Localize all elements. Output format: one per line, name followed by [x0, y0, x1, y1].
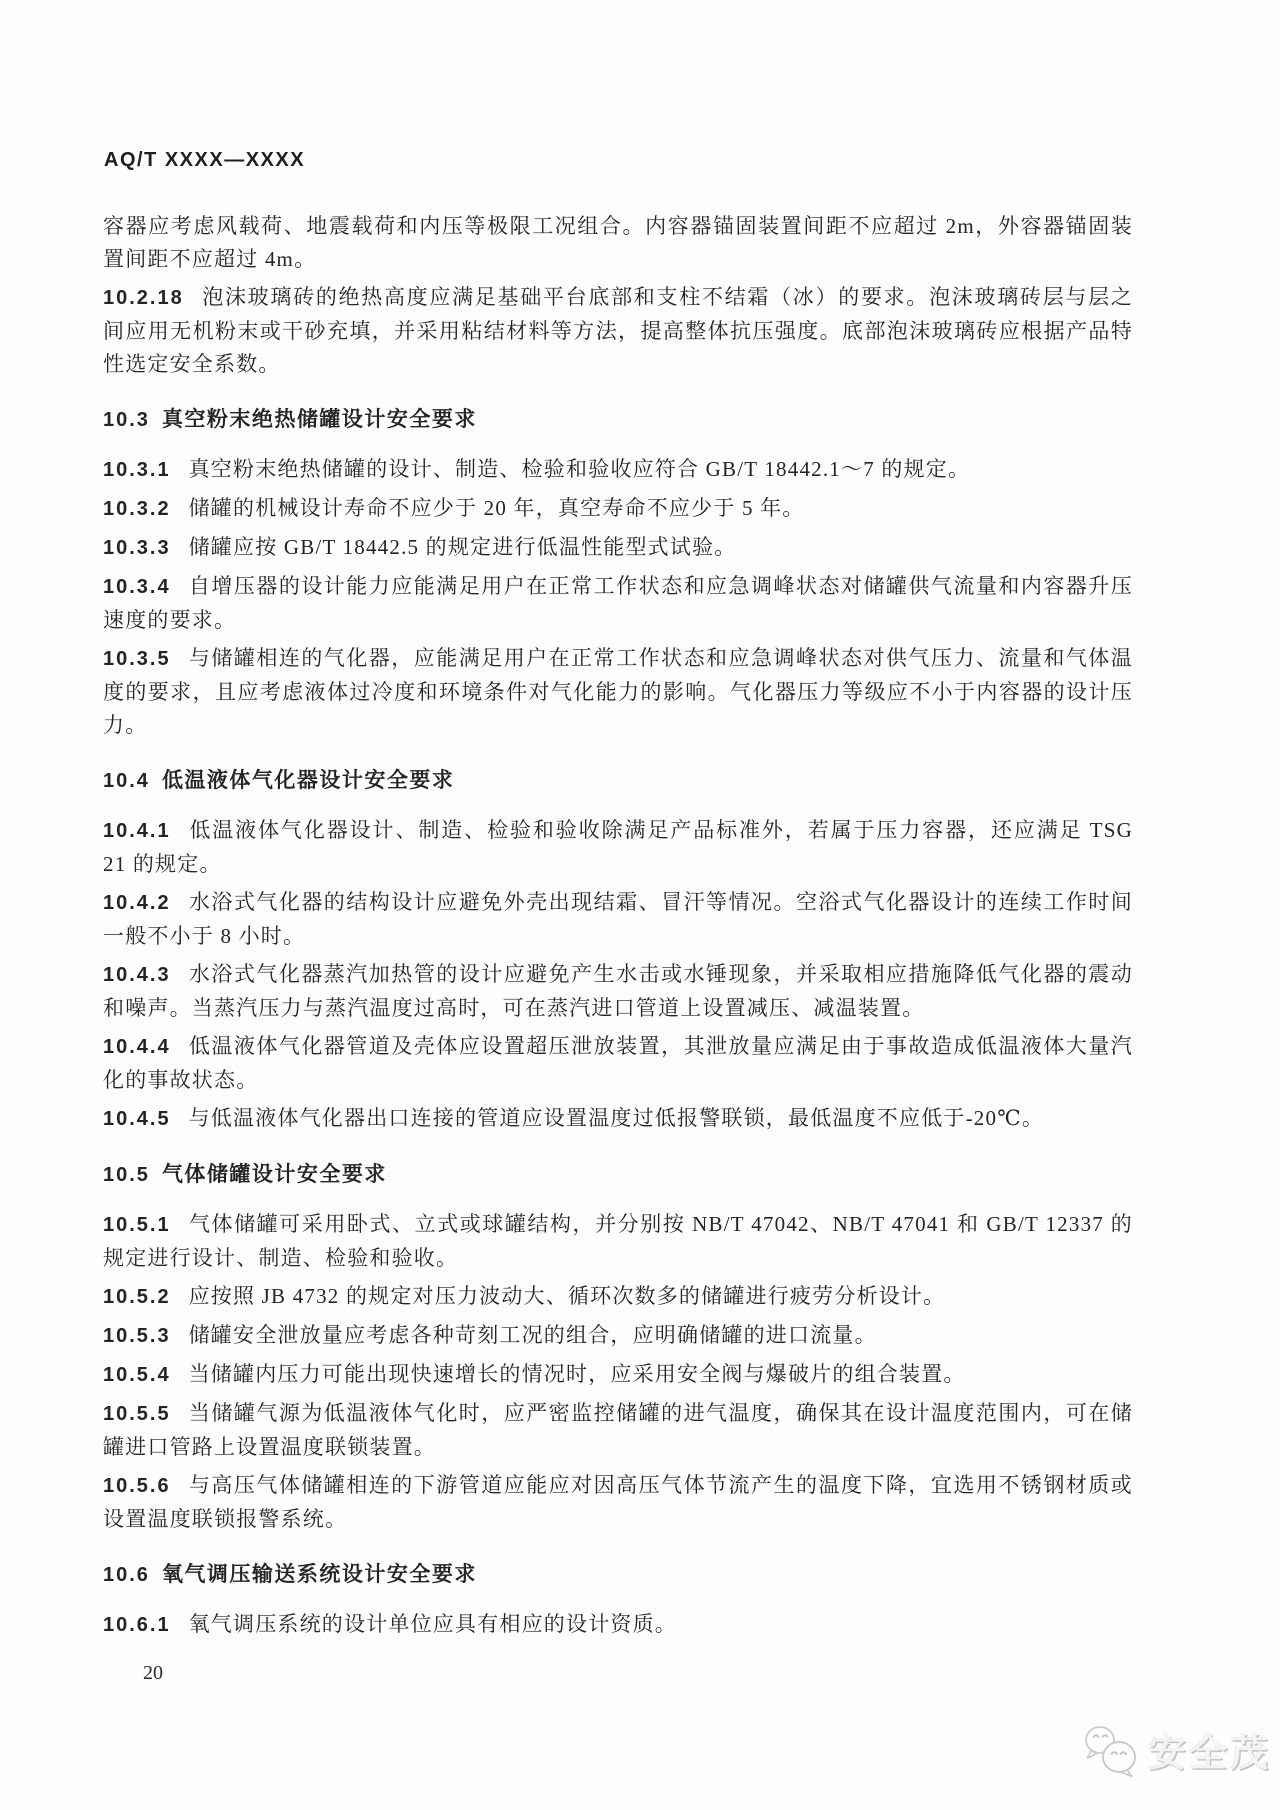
heading-text: 真空粉末绝热储罐设计安全要求 [161, 408, 477, 431]
watermark-text: 安全茂 [1148, 1732, 1272, 1775]
clause-10-5-5 [103, 1397, 1133, 1464]
clause-10-3-3 [103, 531, 1133, 565]
clause-number: 10.3.2 [103, 498, 171, 520]
clause-number: 10.4.4 [103, 1036, 171, 1058]
section-heading-10-5 [103, 1158, 1133, 1192]
paragraph-continuation [103, 210, 1133, 276]
clause-10-4-3 [103, 958, 1133, 1025]
heading-text: 低温液体气化器设计安全要求 [161, 769, 455, 792]
section-heading-10-4 [103, 764, 1133, 798]
clause-number: 10.4.2 [103, 892, 171, 914]
clause-number: 10.5.6 [103, 1475, 171, 1497]
clause-number: 10.3.5 [103, 648, 171, 670]
clause-text: 低温液体气化器管道及壳体应设置超压泄放装置，其泄放量应满足由于事故造成低温液体大量汽化的事故状态。 [103, 1034, 1133, 1092]
clause-number: 10.3.1 [103, 459, 171, 481]
clause-10-4-5 [103, 1102, 1133, 1136]
clause-10-2-18 [103, 281, 1133, 381]
section-heading-10-6 [103, 1558, 1133, 1592]
clause-10-5-3 [103, 1319, 1133, 1353]
clause-number: 10.3.3 [103, 537, 171, 559]
section-heading-10-3 [103, 403, 1133, 437]
clause-text: 与高压气体储罐相连的下游管道应能应对因高压气体节流产生的温度下降，宜选用不锈钢材质或设置温度联锁报警系统。 [103, 1473, 1133, 1531]
heading-number: 10.5 [103, 1164, 150, 1186]
clause-text: 自增压器的设计能力应能满足用户在正常工作状态和应急调峰状态对储罐供气流量和内容器升压速度的要求。 [103, 574, 1133, 632]
heading-number: 10.6 [103, 1564, 150, 1586]
clause-text: 水浴式气化器的结构设计应避免外壳出现结霜、冒汗等情况。空浴式气化器设计的连续工作时间一般不小于 8 小时。 [103, 890, 1133, 948]
clause-text: 真空粉末绝热储罐的设计、制造、检验和验收应符合 GB/T 18442.1～7 的规定。 [188, 457, 971, 481]
heading-text: 氧气调压输送系统设计安全要求 [161, 1563, 477, 1586]
clause-number: 10.5.1 [103, 1214, 171, 1236]
clause-number: 10.5.3 [103, 1325, 171, 1347]
clause-text: 应按照 JB 4732 的规定对压力波动大、循环次数多的储罐进行疲劳分析设计。 [188, 1284, 946, 1308]
clause-10-3-2 [103, 492, 1133, 526]
clause-text: 当储罐内压力可能出现快速增长的情况时，应采用安全阀与爆破片的组合装置。 [188, 1362, 966, 1386]
clause-10-3-1 [103, 453, 1133, 487]
wechat-bubbles-icon [1082, 1724, 1140, 1783]
clause-10-5-6 [103, 1469, 1133, 1536]
clause-number: 10.5.2 [103, 1286, 171, 1308]
clause-number: 10.5.4 [103, 1364, 171, 1386]
document-body [103, 210, 1133, 1642]
clause-text: 低温液体气化器设计、制造、检验和验收除满足产品标准外，若属于压力容器，还应满足 TSG 21 的规定。 [103, 818, 1133, 876]
clause-10-4-2 [103, 886, 1133, 953]
paragraph-text: 容器应考虑风载荷、地震载荷和内压等极限工况组合。内容器锚固装置间距不应超过 2m，外容器锚固装置间距不应超过 4m。 [103, 214, 1133, 271]
clause-number: 10.4.1 [103, 820, 171, 842]
clause-number: 10.6.1 [103, 1614, 171, 1636]
clause-text: 气体储罐可采用卧式、立式或球罐结构，并分别按 NB/T 47042、NB/T 47041 和 GB/T 12337 的规定进行设计、制造、检验和验收。 [103, 1212, 1133, 1270]
clause-text: 储罐应按 GB/T 18442.5 的规定进行低温性能型式试验。 [188, 535, 737, 559]
clause-10-4-1 [103, 814, 1133, 881]
heading-number: 10.4 [103, 770, 150, 792]
clause-text: 水浴式气化器蒸汽加热管的设计应避免产生水击或水锤现象，并采取相应措施降低气化器的震动和噪声。当蒸汽压力与蒸汽温度过高时，可在蒸汽进口管道上设置减压、减温装置。 [103, 962, 1133, 1020]
clause-10-4-4 [103, 1030, 1133, 1097]
clause-text: 储罐安全泄放量应考虑各种苛刻工况的组合，应明确储罐的进口流量。 [188, 1323, 877, 1347]
clause-text: 储罐的机械设计寿命不应少于 20 年，真空寿命不应少于 5 年。 [188, 496, 805, 520]
clause-number: 10.5.5 [103, 1403, 171, 1425]
clause-text: 与低温液体气化器出口连接的管道应设置温度过低报警联锁，最低温度不应低于-20℃。 [188, 1106, 1045, 1130]
clause-number: 10.4.5 [103, 1108, 171, 1130]
clause-text: 氧气调压系统的设计单位应具有相应的设计资质。 [188, 1612, 678, 1636]
clause-10-5-2 [103, 1280, 1133, 1314]
page-number: 20 [143, 1662, 163, 1684]
standard-number-header: AQ/T XXXX—XXXX [104, 149, 306, 171]
clause-10-3-5 [103, 642, 1133, 742]
clause-10-5-4 [103, 1358, 1133, 1392]
clause-10-3-4 [103, 570, 1133, 637]
clause-number: 10.2.18 [103, 287, 184, 309]
watermark [1082, 1724, 1271, 1783]
heading-text: 气体储罐设计安全要求 [161, 1163, 387, 1186]
clause-number: 10.4.3 [103, 964, 171, 986]
heading-number: 10.3 [103, 409, 150, 431]
clause-10-6-1 [103, 1608, 1133, 1642]
clause-text: 泡沫玻璃砖的绝热高度应满足基础平台底部和支柱不结霜（冰）的要求。泡沫玻璃砖层与层之间应用无机粉末或干砂充填，并采用粘结材料等方法，提高整体抗压强度。底部泡沫玻璃砖应根据产品特性选定安全系数。 [103, 285, 1133, 376]
clause-text: 与储罐相连的气化器，应能满足用户在正常工作状态和应急调峰状态对供气压力、流量和气体温度的要求，且应考虑液体过冷度和环境条件对气化能力的影响。气化器压力等级应不小于内容器的设计压力。 [103, 646, 1133, 737]
clause-number: 10.3.4 [103, 576, 171, 598]
clause-10-5-1 [103, 1208, 1133, 1275]
clause-text: 当储罐气源为低温液体气化时，应严密监控储罐的进气温度，确保其在设计温度范围内，可在储罐进口管路上设置温度联锁装置。 [103, 1401, 1133, 1459]
